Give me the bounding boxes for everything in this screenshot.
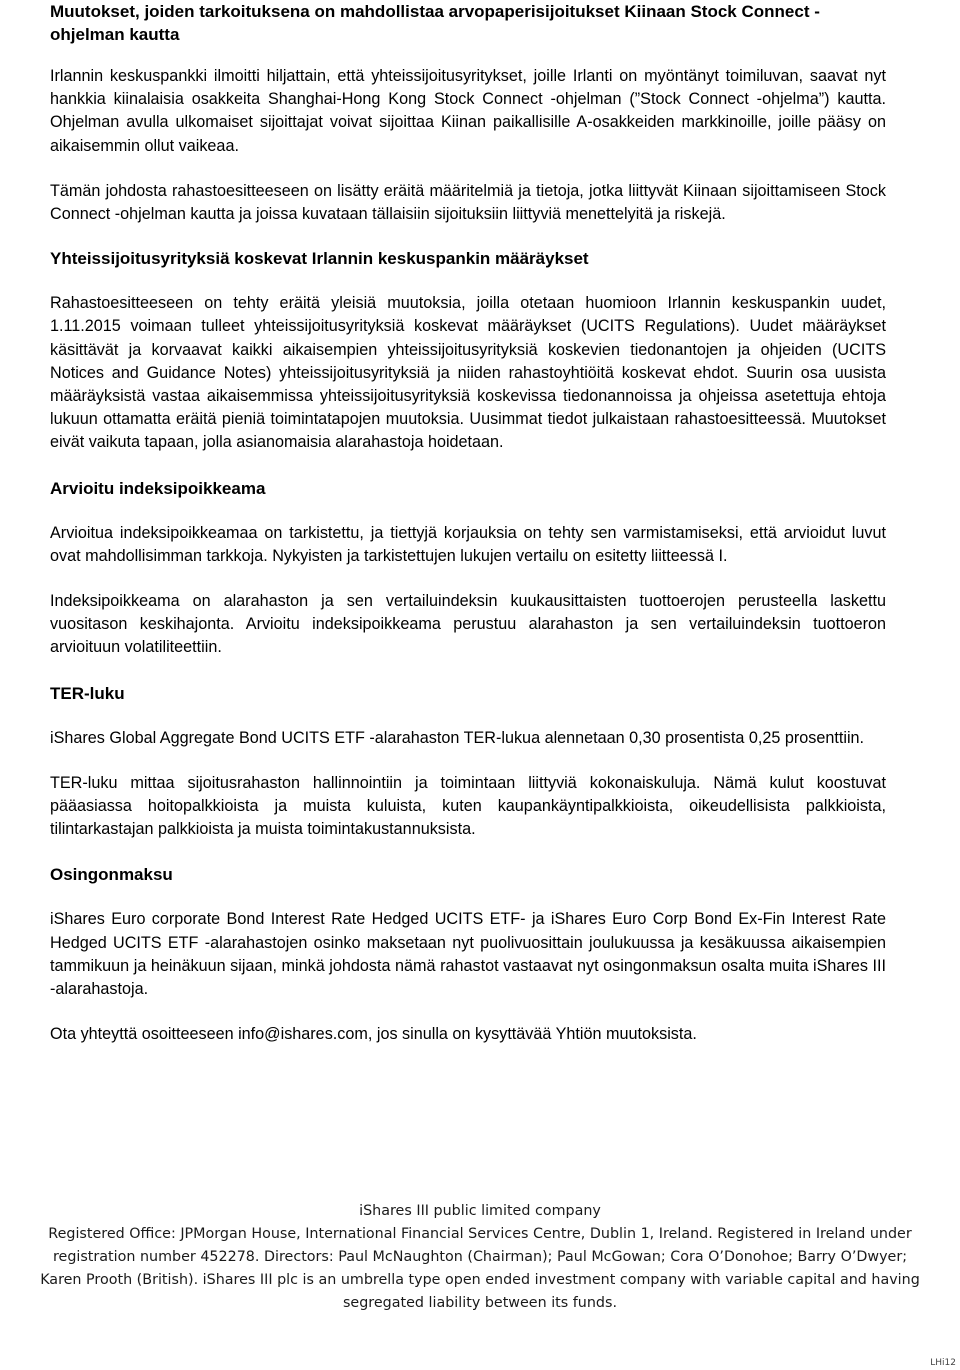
heading-dividend: Osingonmaksu [50,865,173,885]
footer-liability: segregated liability between its funds. [342,1295,617,1311]
heading-tracking-error: Arvioitu indeksipoikkeama [50,478,266,498]
paragraph-ter-definition: TER-luku mittaa sijoitusrahaston hallinnointiin ja toimintaan liittyviä kokonaiskuluja. Nämä kulut koostuvat pääasiassa hoitopalkkioista ja muista kuluista, kuten kaupankäyntipalkkioista, oikeudellisista palkkioista, tilintarkastajan palkkioista ja muista toimintakustannuksista. [50,773,886,839]
heading-central-bank-regulations: Yhteissijoitusyrityksiä koskevat Irlannin keskuspankin määräykset [50,249,589,269]
paragraph-ucits-regulations: Rahastoesitteeseen on tehty eräitä yleisiä muutoksia, joilla otetaan huomioon Irlannin keskuspankin uudet, 1.11.2015 voimaan tulleet yhteissijoitusyrityksiä koskevat määräykset (UCITS Regulations). Uudet määräykset käsittävät ja korvaavat kaikki aikaisempien yhteissijoitusyrityksiä koskevien tiedonantojen ja ohjeiden (UCITS Notices and Guidance Notes) yhteissijoitusyrityksiä ja niiden rahastoyhtiöitä koskevat ehdot. Suurin osa uusista määräyksistä vastaa aikaisemmissa yhteissijoitusyrityksiä koskevissa tiedonannoissa ja ohjeissa asetettuja ehtoja lukuun ottamatta eräitä pieniä toimintatapojen muutoksia. Uusimmat tiedot julkaistaan rahastoesitteessä. Muutokset eivät vaikuta tapaan, jolla asianomaisia alarahastoja hoidetaan. [50,294,886,452]
paragraph-tracking-error-definition: Indeksipoikkeama on alarahaston ja sen vertailuindeksin kuukausittaisten tuottoerojen perusteella laskettu vuositason keskihajonta. Arvioitu indeksipoikkeama perustuu alarahaston ja sen vertailuindeksin tuottoeron arvioituun volatiliteettiin. [50,592,886,657]
paragraph-dividend-schedule: iShares Euro corporate Bond Interest Rate Hedged UCITS ETF- ja iShares Euro Corp Bond Ex-Fin Interest Rate Hedged UCITS ETF -alarahastojen osinko maksetaan nyt puolivuosittain joulukuussa ja kesäkuussa aikaisempien tammikuun ja heinäkuun sijaan, minkä johdosta nämä rahastot vastaavat nyt osingonmaksun osalta muita iShares III -alarahastoja. [50,910,886,999]
paragraph-contact: Ota yhteyttä osoitteeseen info@ishares.com, jos sinulla on kysyttävää Yhtiön muutoksista. [50,1025,697,1044]
footer-company-name: iShares III public limited company [359,1203,601,1219]
paragraph-ter-reduction: iShares Global Aggregate Bond UCITS ETF -alarahaston TER-lukua alennetaan 0,30 prosentista 0,25 prosenttiin. [50,728,865,747]
paragraph-stock-connect-details: Tämän johdosta rahastoesitteeseen on lisätty eräitä määritelmiä ja tietoja, jotka liittyvät Kiinaan sijoittamiseen Stock Connect -ohjelman kautta ja joissa kuvataan tällaisiin sijoituksiin liittyviä menettelyitä ja riskejä. [50,181,886,224]
footer-registered-office: Registered Office: JPMorgan House, International Financial Services Centre, Dublin 1, Ireland. Registered in Ireland under [48,1226,912,1242]
paragraph-tracking-error-revised: Arvioitua indeksipoikkeamaa on tarkistettu, ja tiettyjä korjauksia on tehty sen varmistamiseksi, että arvioidut luvut ovat mahdollisimman tarkkoja. Nykyisten ja tarkistettujen lukujen vertailu on esitetty liitteessä I. [50,523,886,565]
company-footer [0,1200,960,1315]
page-mark: LHi12 [930,1358,956,1368]
footer-company-type: Karen Prooth (British). iShares III plc is an umbrella type open ended investment company with variable capital and having [40,1272,920,1288]
heading-ter: TER-luku [50,683,125,703]
document-title: Muutokset, joiden tarkoituksena on mahdollistaa arvopaperisijoitukset Kiinaan Stock Connect -ohjelman kautta [50,2,820,44]
document-body [50,0,886,1046]
footer-directors: registration number 452278. Directors: Paul McNaughton (Chairman); Paul McGowan; Cora O’Donohoe; Barry O’Dwyer; [52,1249,908,1265]
paragraph-stock-connect-intro: Irlannin keskuspankki ilmoitti hiljattain, että yhteissijoitusyritykset, joille Irlanti on myöntänyt toimiluvan, saavat nyt hankkia kiinalaisia osakkeita Shanghai-Hong Kong Stock Connect -ohjelman (”Stock Connect -ohjelma”) kautta. Ohjelman avulla ulkomaiset sijoittajat voivat sijoittaa Kiinan paikallisille A-osakkeiden markkinoille, joille pääsy on aikaisemmin ollut vaikeaa. [50,67,886,155]
